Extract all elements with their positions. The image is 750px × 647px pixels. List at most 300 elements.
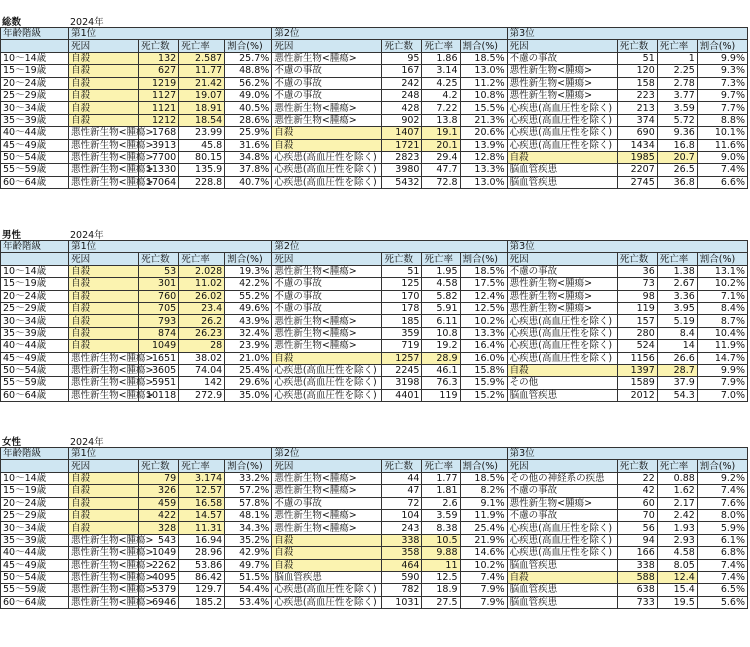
- cell-share: 12.4%: [460, 290, 507, 302]
- cell-deaths: 223: [617, 89, 657, 101]
- section-year: 2024年: [70, 230, 104, 241]
- cell-cause: 自殺: [69, 485, 139, 497]
- cell-share: 35.2%: [225, 534, 272, 546]
- cell-share: 10.2%: [460, 559, 507, 571]
- cell-share: 9.7%: [697, 89, 747, 101]
- cell-cause: 心疾患(高血圧性を除く): [507, 127, 617, 139]
- cell-rate: 54.3: [657, 389, 697, 401]
- cell-cause: 心疾患(高血圧性を除く): [507, 139, 617, 151]
- table-row: [1, 127, 748, 139]
- table-row: [1, 571, 748, 583]
- cell-deaths: 51: [382, 265, 422, 277]
- header-age: 年齢階級: [1, 448, 69, 460]
- age-group: 60～64歳: [1, 596, 69, 608]
- cell-share: 7.1%: [697, 290, 747, 302]
- cell-deaths: 4401: [382, 389, 422, 401]
- cell-deaths: 459: [139, 497, 179, 509]
- section-title: 男性: [2, 230, 22, 241]
- cell-rate: 185.2: [179, 596, 225, 608]
- cell-share: 34.8%: [225, 151, 272, 163]
- cell-cause: 自殺: [69, 265, 139, 277]
- age-group: 35～39歳: [1, 327, 69, 339]
- cell-deaths: 47: [382, 485, 422, 497]
- age-group: 10～14歳: [1, 265, 69, 277]
- cell-share: 11.9%: [460, 509, 507, 521]
- cell-share: 7.7%: [697, 102, 747, 114]
- cell-cause: 脳血管疾患: [507, 596, 617, 608]
- header-rank3: 第3位: [507, 448, 747, 460]
- cell-share: 7.6%: [697, 497, 747, 509]
- table-row: [1, 65, 748, 77]
- cell-share: 7.4%: [460, 571, 507, 583]
- cell-rate: 3.95: [657, 302, 697, 314]
- cell-deaths: 5951: [139, 377, 179, 389]
- cell-rate: 1.95: [422, 265, 460, 277]
- table-row: [1, 584, 748, 596]
- cell-rate: 8.05: [657, 559, 697, 571]
- cell-deaths: 374: [617, 114, 657, 126]
- header-row-columns: [1, 460, 748, 472]
- age-group: 10～14歳: [1, 472, 69, 484]
- cell-rate: 19.07: [179, 89, 225, 101]
- age-group: 40～44歳: [1, 340, 69, 352]
- age-group: 25～29歳: [1, 509, 69, 521]
- age-group: 10～14歳: [1, 52, 69, 64]
- table-row: [1, 176, 748, 188]
- cell-share: 15.2%: [460, 389, 507, 401]
- header-share: 割合(%): [460, 40, 507, 52]
- cell-deaths: 1434: [617, 139, 657, 151]
- header-rate: 死亡率: [179, 460, 225, 472]
- cell-deaths: 902: [382, 114, 422, 126]
- cell-rate: 5.72: [657, 114, 697, 126]
- cell-rate: 2.67: [657, 278, 697, 290]
- age-group: 25～29歳: [1, 89, 69, 101]
- age-group: 40～44歳: [1, 127, 69, 139]
- ranking-table: [0, 27, 748, 189]
- cell-deaths: 185: [382, 315, 422, 327]
- table-row: [1, 89, 748, 101]
- cell-deaths: 2823: [382, 151, 422, 163]
- cell-cause: 悪性新生物<腫瘍>: [507, 302, 617, 314]
- cell-deaths: 2245: [382, 364, 422, 376]
- cell-share: 9.3%: [697, 65, 747, 77]
- cell-cause: 心疾患(高血圧性を除く): [507, 340, 617, 352]
- cell-share: 32.4%: [225, 327, 272, 339]
- cell-deaths: 70: [617, 509, 657, 521]
- age-group: 35～39歳: [1, 114, 69, 126]
- cell-cause: 自殺: [272, 534, 382, 546]
- cell-share: 11.2%: [460, 77, 507, 89]
- cell-deaths: 17064: [139, 176, 179, 188]
- cell-cause: 悪性新生物<腫瘍>: [69, 596, 139, 608]
- cell-rate: 135.9: [179, 164, 225, 176]
- cell-share: 8.0%: [697, 509, 747, 521]
- cell-deaths: 2012: [617, 389, 657, 401]
- cell-deaths: 338: [617, 559, 657, 571]
- header-rate: 死亡率: [422, 253, 460, 265]
- cell-cause: 悪性新生物<腫瘍>: [272, 265, 382, 277]
- cell-deaths: 213: [617, 102, 657, 114]
- cell-rate: 19.5: [657, 596, 697, 608]
- header-rate: 死亡率: [422, 40, 460, 52]
- cell-share: 21.0%: [225, 352, 272, 364]
- header-age: 年齢階級: [1, 28, 69, 40]
- cell-share: 28.6%: [225, 114, 272, 126]
- age-group: 55～59歳: [1, 164, 69, 176]
- cell-rate: 14: [657, 340, 697, 352]
- cell-deaths: 1257: [382, 352, 422, 364]
- cell-deaths: 638: [617, 584, 657, 596]
- header-share: 割合(%): [697, 40, 747, 52]
- cell-deaths: 132: [139, 52, 179, 64]
- cell-rate: 228.8: [179, 176, 225, 188]
- cell-rate: 12.4: [657, 571, 697, 583]
- cell-share: 8.4%: [697, 302, 747, 314]
- cell-cause: 自殺: [69, 89, 139, 101]
- cell-share: 13.0%: [460, 176, 507, 188]
- cell-share: 10.1%: [697, 127, 747, 139]
- table-row: [1, 139, 748, 151]
- cell-rate: 53.86: [179, 559, 225, 571]
- cell-deaths: 719: [382, 340, 422, 352]
- cell-deaths: 7700: [139, 151, 179, 163]
- cell-cause: 悪性新生物<腫瘍>: [507, 497, 617, 509]
- cell-share: 42.2%: [225, 278, 272, 290]
- cell-cause: 心疾患(高血圧性を除く): [272, 377, 382, 389]
- cell-share: 6.1%: [697, 534, 747, 546]
- cell-deaths: 760: [139, 290, 179, 302]
- cell-deaths: 36: [617, 265, 657, 277]
- cell-rate: 86.42: [179, 571, 225, 583]
- cell-deaths: 248: [382, 89, 422, 101]
- header-empty: [1, 40, 69, 52]
- cell-share: 8.7%: [697, 315, 747, 327]
- cell-cause: 不慮の事故: [507, 509, 617, 521]
- cell-rate: 6.11: [422, 315, 460, 327]
- age-group: 15～19歳: [1, 65, 69, 77]
- cell-cause: 自殺: [272, 352, 382, 364]
- cell-cause: 悪性新生物<腫瘍>: [69, 534, 139, 546]
- cell-rate: 28.9: [422, 352, 460, 364]
- cell-rate: 3.77: [657, 89, 697, 101]
- cell-share: 21.3%: [460, 114, 507, 126]
- cell-rate: 3.36: [657, 290, 697, 302]
- cell-deaths: 3198: [382, 377, 422, 389]
- cell-share: 10.2%: [460, 315, 507, 327]
- cell-share: 10.4%: [697, 327, 747, 339]
- cell-share: 7.3%: [697, 77, 747, 89]
- cell-cause: 悪性新生物<腫瘍>: [272, 114, 382, 126]
- cell-cause: 心疾患(高血圧性を除く): [272, 389, 382, 401]
- cell-rate: 72.8: [422, 176, 460, 188]
- cell-rate: 76.3: [422, 377, 460, 389]
- header-cause: 死因: [272, 460, 382, 472]
- cell-deaths: 1127: [139, 89, 179, 101]
- header-rank3: 第3位: [507, 241, 747, 253]
- cell-cause: 心疾患(高血圧性を除く): [507, 352, 617, 364]
- cell-deaths: 543: [139, 534, 179, 546]
- cell-deaths: 1121: [139, 102, 179, 114]
- cell-rate: 2.6: [422, 497, 460, 509]
- cell-cause: 自殺: [69, 102, 139, 114]
- cell-deaths: 705: [139, 302, 179, 314]
- table-row: [1, 302, 748, 314]
- header-deaths: 死亡数: [382, 40, 422, 52]
- cell-cause: 不慮の事故: [507, 52, 617, 64]
- cell-deaths: 2262: [139, 559, 179, 571]
- cell-share: 8.8%: [697, 114, 747, 126]
- cell-deaths: 2745: [617, 176, 657, 188]
- cell-rate: 4.2: [422, 89, 460, 101]
- cell-cause: 不慮の事故: [507, 265, 617, 277]
- cell-share: 12.8%: [460, 151, 507, 163]
- header-cause: 死因: [69, 460, 139, 472]
- cell-cause: 悪性新生物<腫瘍>: [69, 559, 139, 571]
- cell-rate: 74.04: [179, 364, 225, 376]
- cell-cause: 自殺: [69, 302, 139, 314]
- cell-share: 18.5%: [460, 52, 507, 64]
- cell-cause: 悪性新生物<腫瘍>: [69, 364, 139, 376]
- cell-cause: 悪性新生物<腫瘍>: [272, 340, 382, 352]
- cell-cause: 自殺: [507, 364, 617, 376]
- section-title: 女性: [2, 437, 22, 448]
- cell-share: 16.4%: [460, 340, 507, 352]
- cell-cause: 心疾患(高血圧性を除く): [272, 596, 382, 608]
- cell-cause: 悪性新生物<腫瘍>: [69, 389, 139, 401]
- table-row: [1, 278, 748, 290]
- cell-rate: 119: [422, 389, 460, 401]
- cell-share: 9.9%: [697, 52, 747, 64]
- cell-rate: 10.5: [422, 534, 460, 546]
- cell-rate: 26.2: [179, 315, 225, 327]
- header-rate: 死亡率: [422, 460, 460, 472]
- cell-deaths: 464: [382, 559, 422, 571]
- cell-cause: 心疾患(高血圧性を除く): [507, 102, 617, 114]
- cell-rate: 28.96: [179, 547, 225, 559]
- cell-share: 49.0%: [225, 89, 272, 101]
- cell-rate: 45.8: [179, 139, 225, 151]
- cell-share: 15.8%: [460, 364, 507, 376]
- table-row: [1, 102, 748, 114]
- cell-share: 16.0%: [460, 352, 507, 364]
- cell-cause: 不慮の事故: [272, 89, 382, 101]
- header-share: 割合(%): [460, 253, 507, 265]
- cell-cause: 脳血管疾患: [272, 571, 382, 583]
- cell-cause: 自殺: [69, 114, 139, 126]
- header-row-columns: [1, 253, 748, 265]
- cell-rate: 272.9: [179, 389, 225, 401]
- cell-deaths: 1031: [382, 596, 422, 608]
- cell-deaths: 1219: [139, 77, 179, 89]
- cell-share: 53.4%: [225, 596, 272, 608]
- cell-cause: 悪性新生物<腫瘍>: [69, 139, 139, 151]
- cell-rate: 26.23: [179, 327, 225, 339]
- cell-deaths: 95: [382, 52, 422, 64]
- cell-share: 40.7%: [225, 176, 272, 188]
- header-age: 年齢階級: [1, 241, 69, 253]
- cell-rate: 26.5: [657, 164, 697, 176]
- cell-rate: 9.88: [422, 547, 460, 559]
- cell-cause: 悪性新生物<腫瘍>: [69, 164, 139, 176]
- cell-rate: 4.58: [422, 278, 460, 290]
- cell-deaths: 119: [617, 302, 657, 314]
- header-empty: [1, 460, 69, 472]
- cell-share: 7.4%: [697, 559, 747, 571]
- table-row: [1, 377, 748, 389]
- cell-rate: 29.4: [422, 151, 460, 163]
- header-cause: 死因: [69, 40, 139, 52]
- cell-rate: 23.99: [179, 127, 225, 139]
- cell-rate: 0.88: [657, 472, 697, 484]
- cell-deaths: 338: [382, 534, 422, 546]
- cell-rate: 1.62: [657, 485, 697, 497]
- cell-cause: 悪性新生物<腫瘍>: [507, 290, 617, 302]
- cell-rate: 13.8: [422, 114, 460, 126]
- header-deaths: 死亡数: [617, 40, 657, 52]
- cell-cause: 自殺: [272, 559, 382, 571]
- cell-cause: 不慮の事故: [272, 278, 382, 290]
- table-row: [1, 497, 748, 509]
- cell-deaths: 793: [139, 315, 179, 327]
- cell-share: 10.8%: [460, 89, 507, 101]
- cell-deaths: 157: [617, 315, 657, 327]
- cell-rate: 38.02: [179, 352, 225, 364]
- cell-share: 13.1%: [697, 265, 747, 277]
- cell-deaths: 5379: [139, 584, 179, 596]
- cell-deaths: 73: [617, 278, 657, 290]
- cell-cause: 不慮の事故: [272, 77, 382, 89]
- cell-rate: 2.93: [657, 534, 697, 546]
- table-row: [1, 534, 748, 546]
- header-rank2: 第2位: [272, 241, 507, 253]
- table-row: [1, 327, 748, 339]
- cell-rate: 9.36: [657, 127, 697, 139]
- cell-cause: 自殺: [272, 139, 382, 151]
- header-rank1: 第1位: [69, 448, 272, 460]
- cell-deaths: 326: [139, 485, 179, 497]
- table-row: [1, 52, 748, 64]
- cell-deaths: 178: [382, 302, 422, 314]
- cell-share: 12.5%: [460, 302, 507, 314]
- cell-share: 6.5%: [697, 584, 747, 596]
- age-group: 50～54歳: [1, 364, 69, 376]
- cell-share: 6.8%: [697, 547, 747, 559]
- cell-share: 23.9%: [225, 340, 272, 352]
- cell-share: 11.9%: [697, 340, 747, 352]
- cell-cause: 悪性新生物<腫瘍>: [272, 485, 382, 497]
- age-group: 40～44歳: [1, 547, 69, 559]
- cell-deaths: 733: [617, 596, 657, 608]
- cell-rate: 1.93: [657, 522, 697, 534]
- cell-share: 43.9%: [225, 315, 272, 327]
- cell-cause: 心疾患(高血圧性を除く): [507, 315, 617, 327]
- cell-rate: 46.1: [422, 364, 460, 376]
- cell-rate: 28.7: [657, 364, 697, 376]
- cell-deaths: 44: [382, 472, 422, 484]
- cell-deaths: 94: [617, 534, 657, 546]
- cell-share: 8.2%: [460, 485, 507, 497]
- cell-rate: 47.7: [422, 164, 460, 176]
- cell-share: 13.3%: [460, 327, 507, 339]
- cell-rate: 5.91: [422, 302, 460, 314]
- cell-share: 5.9%: [697, 522, 747, 534]
- cell-share: 5.6%: [697, 596, 747, 608]
- cell-cause: 悪性新生物<腫瘍>: [272, 472, 382, 484]
- header-rank1: 第1位: [69, 28, 272, 40]
- cell-rate: 26.02: [179, 290, 225, 302]
- cell-deaths: 104: [382, 509, 422, 521]
- cell-share: 9.0%: [697, 151, 747, 163]
- cell-rate: 18.54: [179, 114, 225, 126]
- cell-rate: 11.77: [179, 65, 225, 77]
- cell-share: 35.0%: [225, 389, 272, 401]
- cell-rate: 3.174: [179, 472, 225, 484]
- cell-deaths: 1985: [617, 151, 657, 163]
- header-cause: 死因: [272, 40, 382, 52]
- cell-cause: 悪性新生物<腫瘍>: [69, 352, 139, 364]
- cell-deaths: 166: [617, 547, 657, 559]
- cell-rate: 21.42: [179, 77, 225, 89]
- cell-cause: 自殺: [272, 127, 382, 139]
- cell-share: 7.9%: [460, 596, 507, 608]
- cell-rate: 1.77: [422, 472, 460, 484]
- cell-cause: 自殺: [69, 327, 139, 339]
- cell-share: 56.2%: [225, 77, 272, 89]
- cell-cause: 自殺: [69, 340, 139, 352]
- age-group: 30～34歳: [1, 102, 69, 114]
- header-share: 割合(%): [225, 40, 272, 52]
- age-group: 60～64歳: [1, 176, 69, 188]
- cell-deaths: 358: [382, 547, 422, 559]
- age-group: 15～19歳: [1, 485, 69, 497]
- cell-rate: 4.58: [657, 547, 697, 559]
- cell-rate: 129.7: [179, 584, 225, 596]
- cell-share: 42.9%: [225, 547, 272, 559]
- cell-rate: 18.9: [422, 584, 460, 596]
- header-row-rank: [1, 28, 748, 40]
- cell-deaths: 1589: [617, 377, 657, 389]
- cell-deaths: 56: [617, 522, 657, 534]
- cell-deaths: 422: [139, 509, 179, 521]
- age-group: 50～54歳: [1, 151, 69, 163]
- cell-cause: 不慮の事故: [272, 65, 382, 77]
- cell-share: 25.7%: [225, 52, 272, 64]
- cell-deaths: 782: [382, 584, 422, 596]
- table-row: [1, 77, 748, 89]
- cell-share: 15.9%: [460, 377, 507, 389]
- age-group: 15～19歳: [1, 278, 69, 290]
- cell-share: 34.3%: [225, 522, 272, 534]
- cell-deaths: 170: [382, 290, 422, 302]
- cell-rate: 2.587: [179, 52, 225, 64]
- cell-deaths: 1156: [617, 352, 657, 364]
- header-cause: 死因: [69, 253, 139, 265]
- cell-rate: 20.7: [657, 151, 697, 163]
- cell-cause: その他: [507, 377, 617, 389]
- age-group: 20～24歳: [1, 77, 69, 89]
- cell-cause: 自殺: [507, 151, 617, 163]
- cell-cause: 脳血管疾患: [507, 176, 617, 188]
- cell-cause: 心疾患(高血圧性を除く): [507, 522, 617, 534]
- cell-rate: 36.8: [657, 176, 697, 188]
- cell-deaths: 1397: [617, 364, 657, 376]
- cell-deaths: 5432: [382, 176, 422, 188]
- cell-share: 7.0%: [697, 389, 747, 401]
- table-row: [1, 265, 748, 277]
- cell-rate: 16.58: [179, 497, 225, 509]
- cell-deaths: 524: [617, 340, 657, 352]
